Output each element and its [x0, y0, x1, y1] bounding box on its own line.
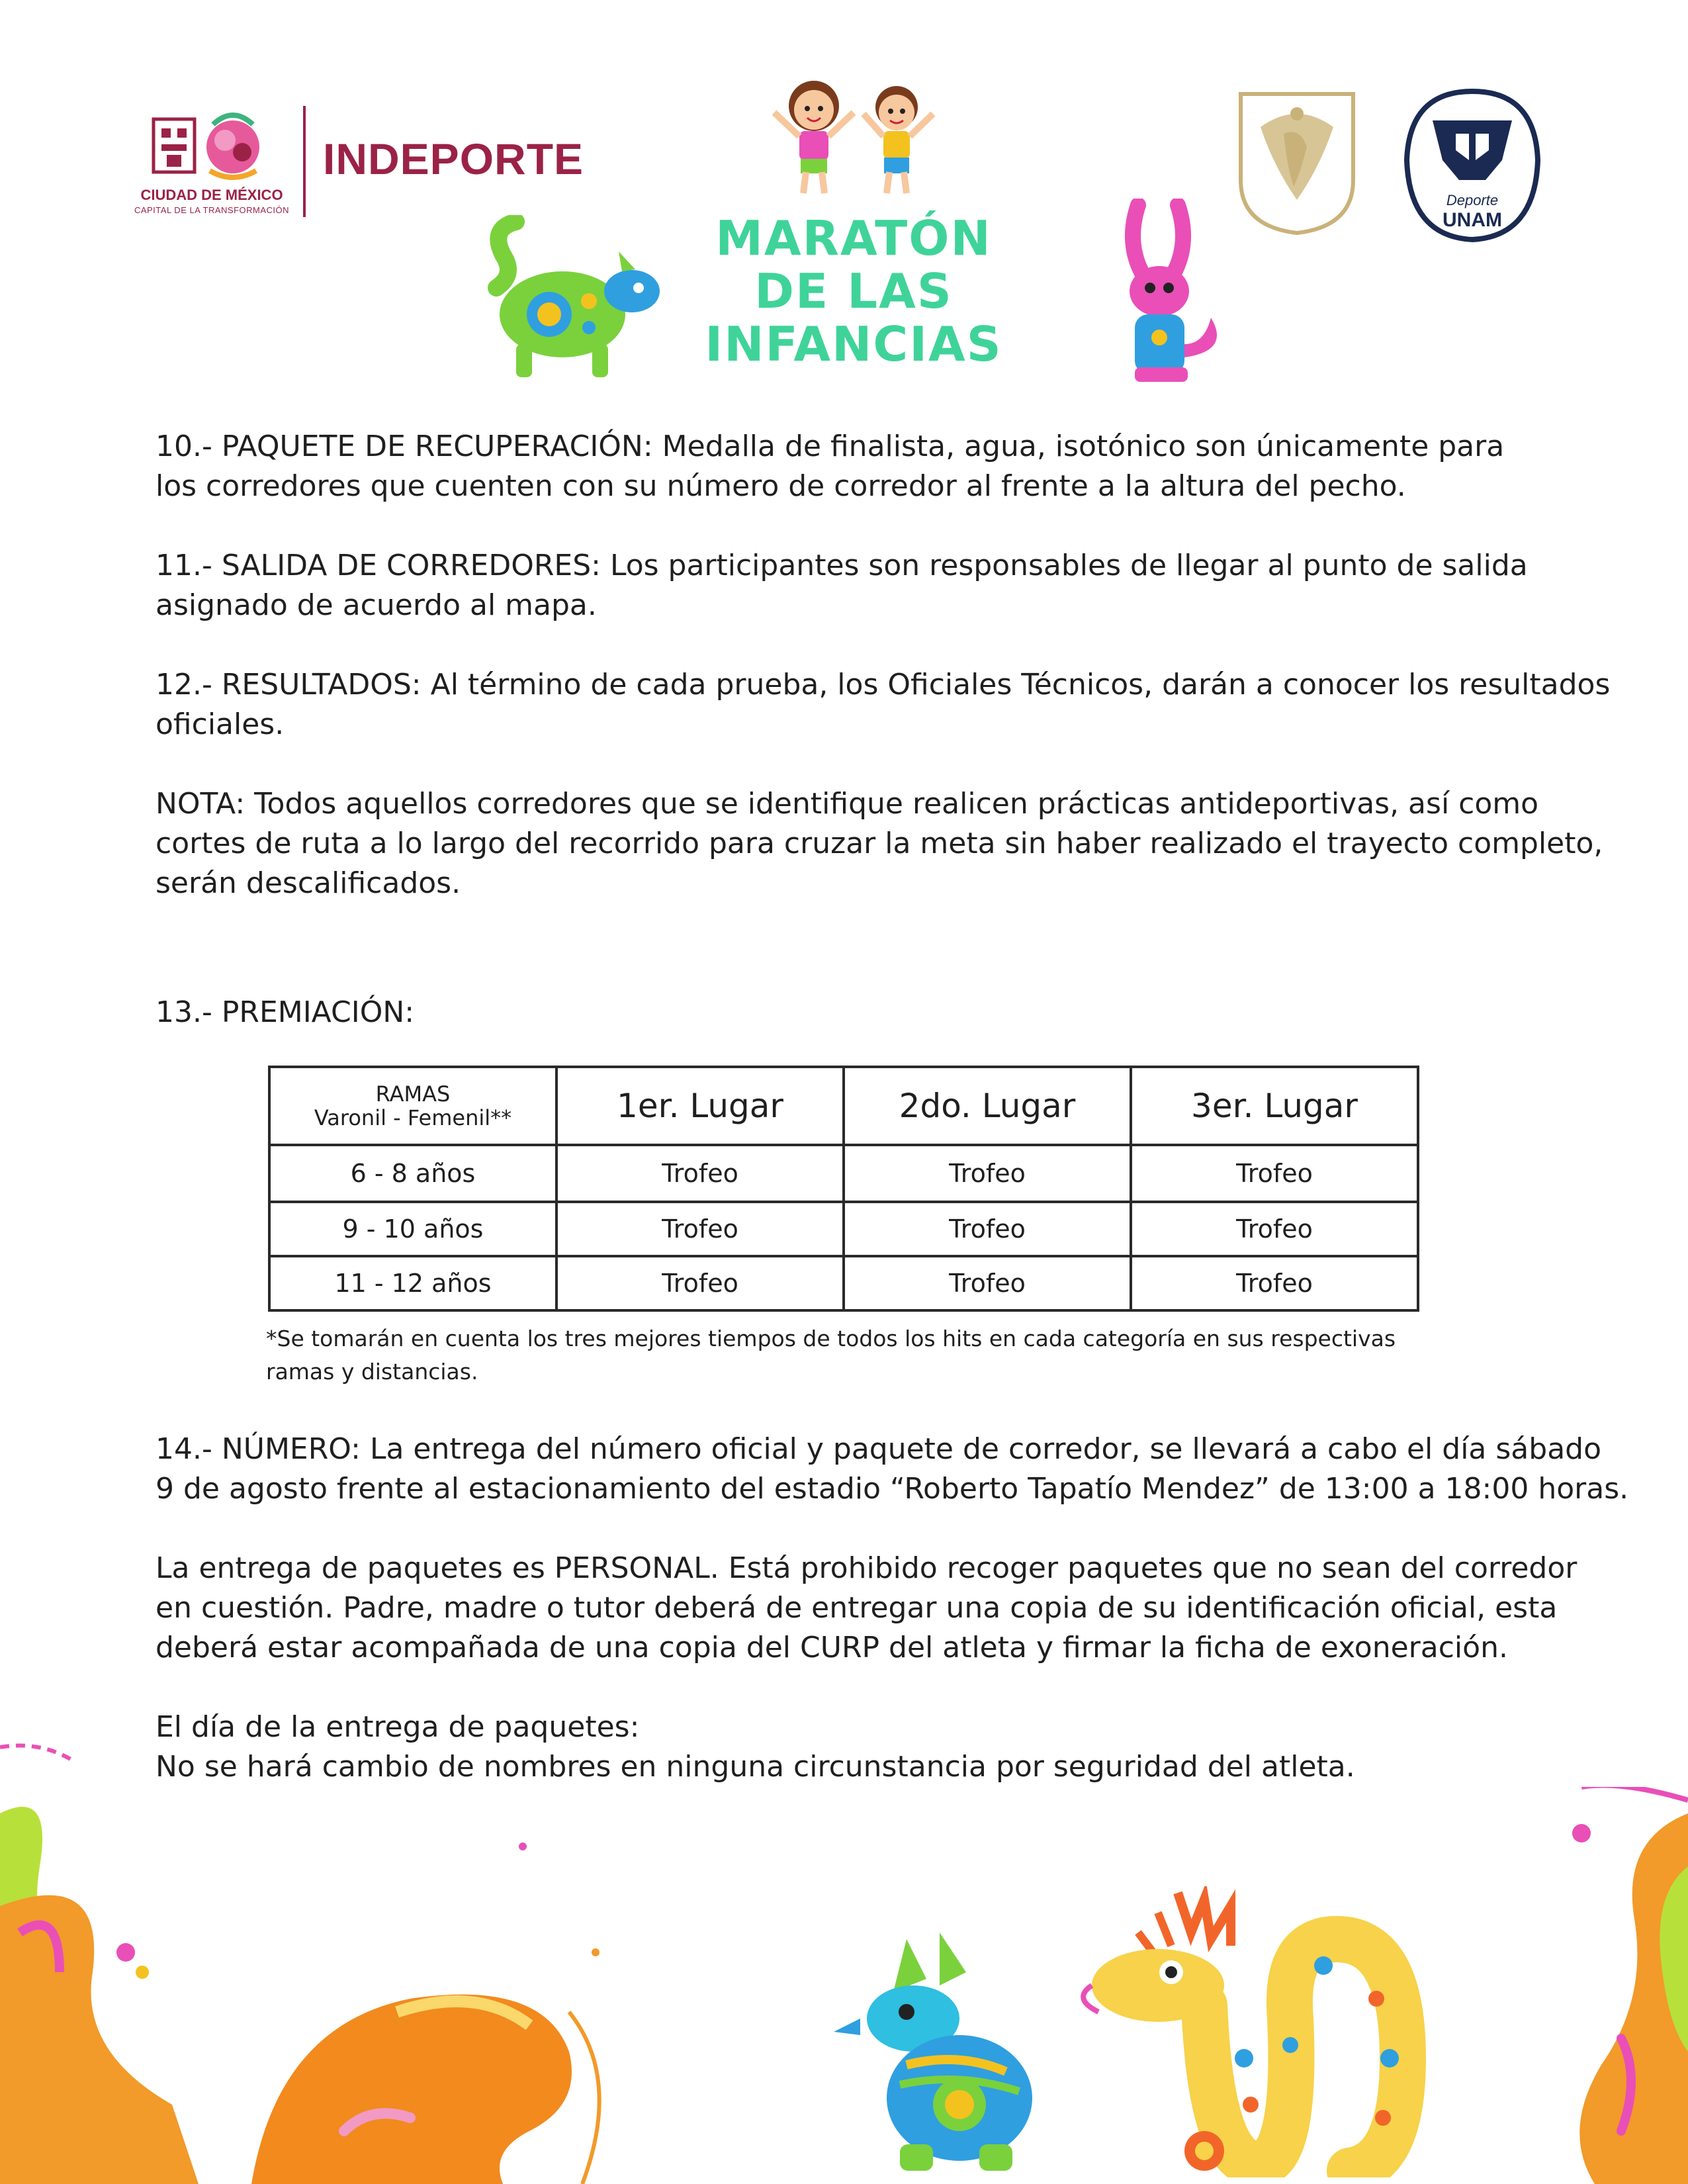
table-header-row	[269, 1067, 1418, 1145]
prize-cell: Trofeo	[844, 1256, 1131, 1310]
prize-cell: Trofeo	[556, 1145, 844, 1202]
header-second-place: 2do. Lugar	[844, 1067, 1131, 1145]
prize-cell: Trofeo	[1131, 1145, 1418, 1202]
alebrije-rabbit-illustration	[1098, 199, 1237, 387]
table-row	[269, 1202, 1418, 1256]
indeporte-logo-text: INDEPORTE	[323, 134, 584, 183]
prize-cell: Trofeo	[1131, 1256, 1418, 1310]
text-line: asignado de acuerdo al mapa.	[155, 588, 597, 622]
text-line: oficiales.	[155, 707, 285, 741]
awards-table	[268, 1066, 1419, 1312]
table-footnote	[266, 1322, 1457, 1388]
prize-cell: Trofeo	[844, 1202, 1131, 1256]
entrega-paquetes-section	[155, 1549, 1577, 1668]
age-cell: 6 - 8 años	[269, 1145, 556, 1202]
section-12-resultados	[155, 665, 1611, 745]
text-line: cortes de ruta a lo largo del recorrido para cruzar la meta sin haber realizado el trayecto completo,	[155, 827, 1603, 860]
table-row	[269, 1145, 1418, 1202]
footnote-line: ramas y distancias.	[266, 1359, 478, 1385]
footnote-line: *Se tomarán en cuenta los tres mejores tiempos de todos los hits en cada categoría en sus respectivas	[266, 1326, 1396, 1351]
prize-cell: Trofeo	[844, 1145, 1131, 1202]
section-14-numero	[155, 1430, 1629, 1509]
nota-section	[155, 784, 1603, 903]
cdmx-name: CIUDAD DE MÉXICO	[140, 187, 283, 203]
text-line: 10.- PAQUETE DE RECUPERACIÓN: Medalla de finalista, agua, isotónico son únicamente para	[155, 430, 1505, 463]
kids-illustration	[754, 73, 953, 199]
text-line: los corredores que cuenten con su número de corredor al frente a la altura del pecho.	[155, 469, 1406, 503]
decorative-wave-right	[1522, 1787, 1688, 2184]
text-line: 11.- SALIDA DE CORREDORES: Los participantes son responsables de llegar al punto de salida	[155, 549, 1528, 582]
text-line: 9 de agosto frente al estacionamiento del estadio “Roberto Tapatío Mendez” de 13:00 a 18:00 horas.	[155, 1472, 1629, 1506]
text-line: 14.- NÚMERO: La entrega del número oficial y paquete de corredor, se llevará a cabo el día sábado	[155, 1432, 1602, 1466]
event-title-line: INFANCIAS	[705, 316, 1002, 372]
alebrije-cat-illustration	[476, 215, 665, 381]
section-11-salida	[155, 546, 1552, 625]
table-row	[269, 1256, 1418, 1310]
prize-cell: Trofeo	[556, 1202, 844, 1256]
header-ramas	[269, 1067, 556, 1145]
prize-cell: Trofeo	[1131, 1202, 1418, 1256]
dia-entrega-title: El día de la entrega de paquetes:	[155, 1710, 640, 1744]
alebrije-fox-illustration	[834, 1919, 1052, 2177]
decorative-wave-left	[0, 1734, 761, 2184]
header-ramas-line1: RAMAS	[375, 1081, 451, 1107]
unam-seal-logo	[1227, 87, 1366, 236]
cdmx-tagline: CAPITAL DE LA TRANSFORMACIÓN	[134, 205, 290, 215]
pumas-unam-logo	[1403, 87, 1542, 243]
age-cell: 11 - 12 años	[269, 1256, 556, 1310]
event-title	[695, 212, 1012, 371]
prize-cell: Trofeo	[556, 1256, 844, 1310]
header-ramas-line2: Varonil - Femenil**	[314, 1105, 512, 1130]
pumas-logo-bottom-text: UNAM	[1443, 209, 1502, 231]
text-line: en cuestión. Padre, madre o tutor deberá de entregar una copia de su identificación oficial, esta	[155, 1591, 1558, 1625]
text-line: NOTA: Todos aquellos corredores que se identifique realicen prácticas antideportivas, así como	[155, 787, 1539, 821]
header-divider	[303, 106, 306, 217]
alebrije-dragon-illustration	[1072, 1886, 1429, 2177]
text-line: serán descalificados.	[155, 866, 461, 900]
section-13-title: 13.- PREMIACIÓN:	[155, 995, 415, 1029]
age-cell: 9 - 10 años	[269, 1202, 556, 1256]
event-title-line: MARATÓN	[715, 210, 992, 266]
header-first-place: 1er. Lugar	[556, 1067, 844, 1145]
header-third-place: 3er. Lugar	[1131, 1067, 1418, 1145]
dia-entrega-text: No se hará cambio de nombres en ninguna circunstancia por seguridad del atleta.	[155, 1750, 1355, 1784]
event-title-line: DE LAS	[754, 263, 953, 319]
pumas-logo-top-text: Deporte	[1446, 192, 1499, 208]
text-line: 12.- RESULTADOS: Al término de cada prueba, los Oficiales Técnicos, darán a conocer los resultados	[155, 668, 1611, 702]
section-10-paquete	[155, 427, 1552, 506]
text-line: deberá estar acompañada de una copia del CURP del atleta y firmar la ficha de exoneración.	[155, 1631, 1508, 1664]
text-line: La entrega de paquetes es PERSONAL. Está prohibido recoger paquetes que no sean del corredor	[155, 1551, 1577, 1585]
